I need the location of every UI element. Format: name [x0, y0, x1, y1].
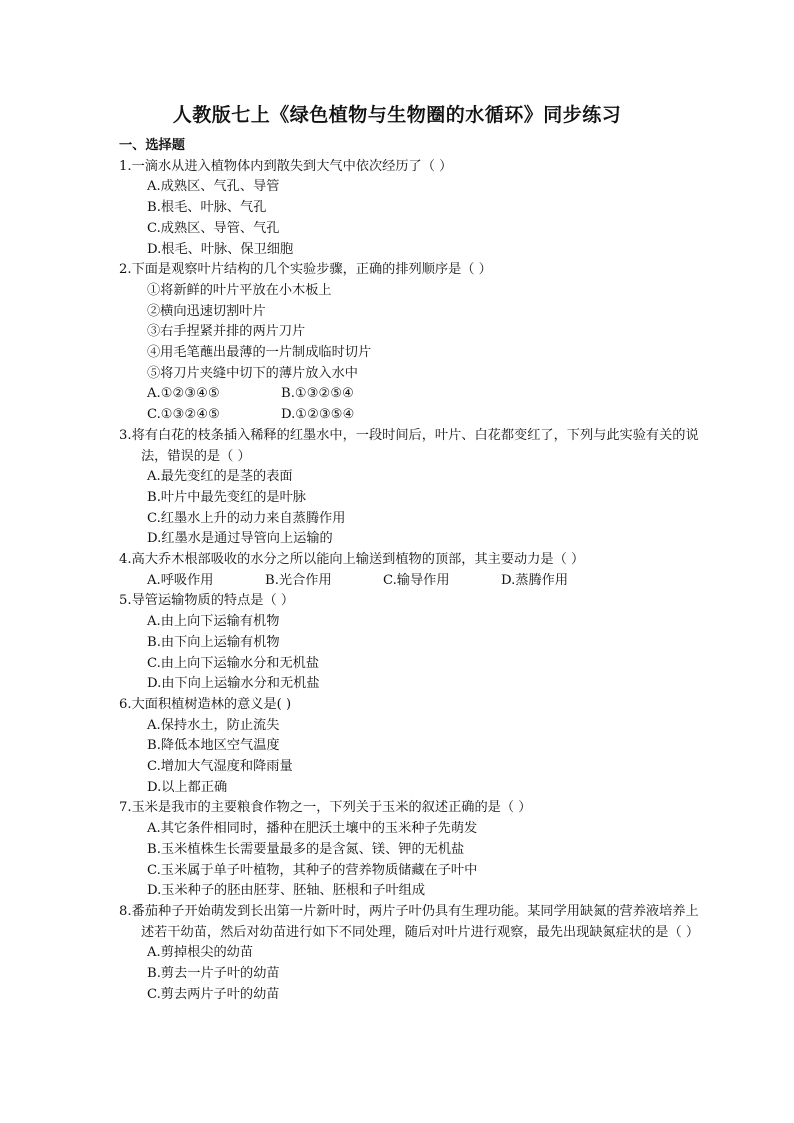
- option-a: A.其它条件相同时，播种在肥沃土壤中的玉米种子先萌发: [147, 821, 478, 837]
- question-list: [119, 136, 699, 1006]
- question-3: [119, 426, 699, 550]
- question-6: [119, 695, 699, 799]
- question-stem: 4.高大乔木根部吸收的水分之所以能向上输送到植物的顶部，其主要动力是（ ）: [119, 552, 585, 568]
- step-4: ④用毛笔蘸出最薄的一片制成临时切片: [147, 345, 372, 361]
- option-d: D.蒸腾作用: [501, 572, 569, 588]
- option-c: C.红墨水上升的动力来自蒸腾作用: [147, 510, 346, 526]
- step-3: ③右手捏紧并排的两片刀片: [147, 324, 306, 340]
- option-d: D.红墨水是通过导管向上运输的: [147, 531, 333, 547]
- option-a: A.最先变红的是茎的表面: [147, 469, 293, 485]
- options-row-1: [119, 384, 699, 405]
- step-5: ⑤将刀片夹缝中切下的薄片放入水中: [147, 365, 358, 381]
- option-c: C.增加大气湿度和降雨量: [147, 759, 293, 775]
- question-4: [119, 550, 699, 591]
- option-a: A.成熟区、气孔、导管: [147, 179, 280, 195]
- option-c: C.①③②④⑤: [147, 407, 220, 423]
- option-d: D.①②③⑤④: [281, 407, 355, 423]
- option-a: A.呼吸作用: [147, 572, 214, 588]
- section-heading: 一、选择题: [119, 138, 185, 153]
- options-row: [119, 571, 699, 592]
- option-c: C.由上向下运输水分和无机盐: [147, 655, 320, 671]
- question-stem: 3.将有白花的枝条插入稀释的红墨水中，一段时间后，叶片、白花都变红了，下列与此实验有关的说法，错误的是（ ）: [119, 427, 699, 464]
- option-b: B.剪去一片子叶的幼苗: [147, 966, 280, 982]
- question-stem: 5.导管运输物质的特点是（ ）: [119, 593, 295, 609]
- page-title: 人教版七上《绿色植物与生物圈的水循环》同步练习: [172, 104, 622, 126]
- option-b: B.玉米植株生长需要量最多的是含氮、镁、钾的无机盐: [147, 841, 465, 857]
- option-c: C.剪去两片子叶的幼苗: [147, 986, 280, 1002]
- question-8: [119, 902, 699, 1006]
- question-stem: 2.下面是观察叶片结构的几个实验步骤，正确的排列顺序是（ ）: [119, 262, 492, 278]
- question-2: [119, 260, 699, 426]
- option-a: A.剪掉根尖的幼苗: [147, 945, 254, 961]
- step-1: ①将新鲜的叶片平放在小木板上: [147, 282, 332, 298]
- option-c: C.输导作用: [383, 572, 450, 588]
- question-7: [119, 798, 699, 902]
- option-b: B.由下向上运输有机物: [147, 634, 280, 650]
- question-stem: 1.一滴水从进入植物体内到散失到大气中依次经历了（ ）: [119, 158, 453, 174]
- step-2: ②横向迅速切割叶片: [147, 303, 266, 319]
- option-d: D.根毛、叶脉、保卫细胞: [147, 241, 294, 257]
- option-b: B.根毛、叶脉、气孔: [147, 200, 267, 216]
- option-c: C.成熟区、导管、气孔: [147, 220, 280, 236]
- option-a: A.由上向下运输有机物: [147, 614, 280, 630]
- option-b: B.降低本地区空气温度: [147, 738, 280, 754]
- option-a: A.保持水土，防止流失: [147, 717, 280, 733]
- option-b: B.光合作用: [265, 572, 332, 588]
- option-b: B.①③②⑤④: [281, 386, 354, 402]
- option-d: D.以上都正确: [147, 779, 228, 795]
- option-a: A.①②③④⑤: [147, 386, 220, 402]
- option-d: D.由下向上运输水分和无机盐: [147, 676, 320, 692]
- option-d: D.玉米种子的胚由胚芽、胚轴、胚根和子叶组成: [147, 883, 426, 899]
- question-stem: 8.番茄种子开始萌发到长出第一片新叶时，两片子叶仍具有生理功能。某同学用缺氮的营养液培养上述若干幼苗，然后对幼苗进行如下不同处理，随后对叶片进行观察，最先出现缺氮症状的是（ ）: [119, 904, 700, 940]
- question-5: [119, 591, 699, 695]
- question-1: [119, 157, 699, 261]
- question-stem: 6.大面积植树造林的意义是( ): [119, 696, 292, 712]
- question-stem: 7.玉米是我市的主要粮食作物之一，下列关于玉米的叙述正确的是（ ）: [119, 800, 532, 816]
- option-c: C.玉米属于单子叶植物，其种子的营养物质储藏在子叶中: [147, 862, 478, 878]
- options-row-2: [119, 405, 699, 426]
- option-b: B.叶片中最先变红的是叶脉: [147, 489, 306, 505]
